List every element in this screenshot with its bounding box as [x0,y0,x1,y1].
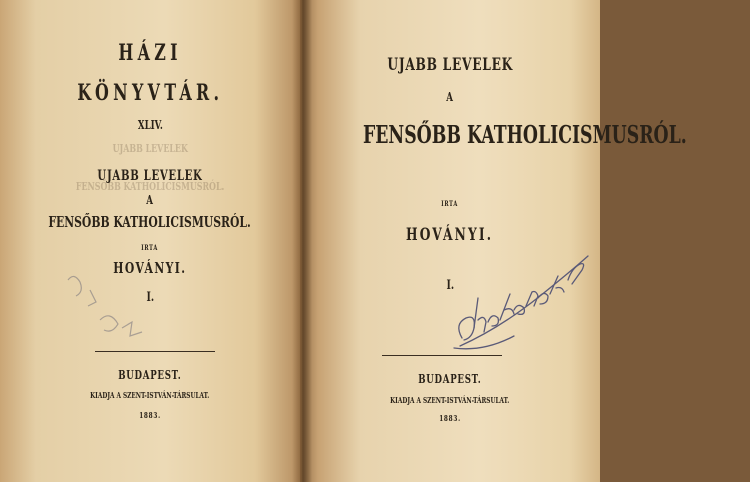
author-name: HOVÁNYI. [113,259,187,277]
author-name: HOVÁNYI. [406,225,494,245]
right-page [300,0,687,482]
irta-label: IRTA [141,243,159,252]
book-title-line3: FENSŐBB KATHOLICISMUSRÓL. [48,213,252,231]
book-gutter-shadow [292,0,312,482]
publication-city: BUDAPEST. [418,372,482,386]
irta-label: IRTA [441,199,459,208]
book-title-line2: A [146,193,154,207]
book-title-line2: A [446,90,454,104]
pencil-scribble [60,270,150,350]
publication-year: 1883. [439,413,461,423]
book-title-line1: UJABB LEVELEK [97,168,203,184]
series-title-line2: KÖNYVTÁR. [76,80,223,106]
left-page [0,0,300,482]
handwritten-signature [450,250,590,360]
publisher-line: KIADJA A SZENT-ISTVÁN-TÁRSULAT. [390,395,510,405]
publication-year: 1883. [139,410,161,420]
volume-number: XLIV. [137,118,163,132]
part-number: I. [146,290,154,305]
book-title-line3: FENSŐBB KATHOLICISMUSRÓL. [362,120,687,149]
bleed-through-text: FENSŐBB KATHOLICISMUSRÓL. [75,180,225,193]
publication-city: BUDAPEST. [118,368,182,382]
book-title-line1: UJABB LEVELEK [387,55,513,75]
series-title-line1: HÁZI [118,40,182,66]
part-number: I. [446,278,454,293]
publisher-line: KIADJA A SZENT-ISTVÁN-TÁRSULAT. [90,390,210,400]
bleed-through-text: UJABB LEVELEK [112,142,188,155]
divider-rule [95,351,215,352]
